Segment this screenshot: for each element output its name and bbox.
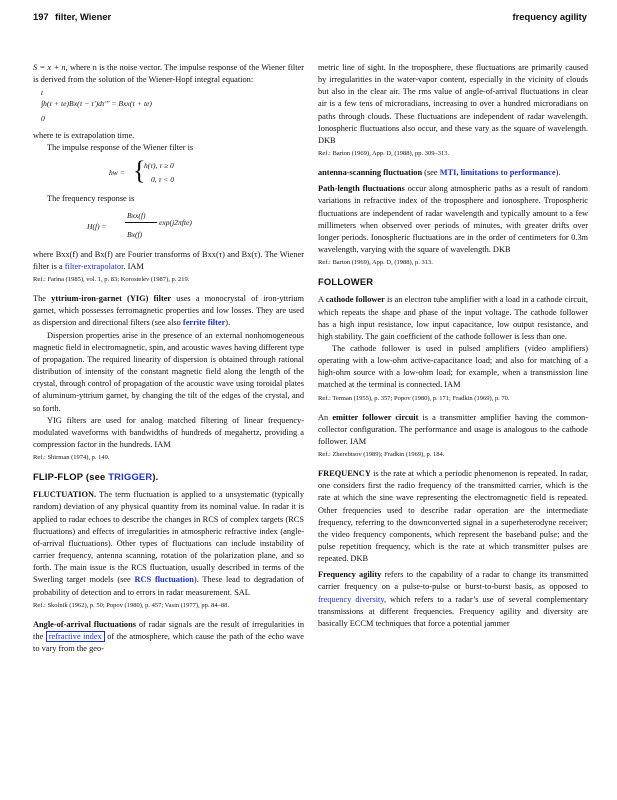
antenna-scanning-paragraph [318, 167, 588, 179]
frequency-paragraph [318, 468, 588, 565]
cf-text: is an electron tube amplifier with a load in a cathode circuit, which repeats the shape and phase of the input voltage. The cathode follower has a high input resistance, low input capacitance, low output resistance, and high stability. The gain coefficient of the cathode follower is less than one. [318, 295, 588, 341]
reference-yig: Ref.: Shirman (1974), p. 149. [33, 454, 110, 462]
left-column [33, 62, 304, 655]
integral-expression: ∫h(τ + te)Bx(τ − τ′)dτ′″ = Bxx(τ + te) [41, 99, 152, 109]
impulse-response-equation [33, 155, 304, 193]
plf-text: occur along atmospheric paths as a result of random variations in refractive index of the troposphere and ionosphere. Tropospheric fluctuations are independent of radar wavelength and typically amount to a few millimeters when observed over periods of minutes, with greater drifts over longer periods. Ionospheric fluctuations are in the order of centimeters for 0.3m wavelength, varying with the square of wavelength. DKB [318, 184, 588, 255]
integral-lower-limit: 0 [41, 114, 45, 124]
link-ferrite-filter[interactable]: ferrite filter [182, 318, 226, 328]
hw-case-2: 0, τ < 0 [151, 174, 175, 184]
aoa-continued: metric line of sight. In the troposphere, these fluctuations are primarily caused by irregularities in the water-vapor content, especially in the vicinity of clouds but also in the clear air. The rms value of angle-of-arrival fluctuations in clear air is a few tens of microradians, increasing to over a hundred microradians on paths through clouds. These fluctuations are independent of radar wavelength. Ionospheric fluctuations also occur, and these vary as the square of wavelength. DKB [318, 63, 588, 145]
emitter-follower-paragraph [318, 412, 588, 448]
cathode-follower-paragraph-2: The cathode follower is used in pulsed amplifiers (video amplifiers) operating with a low-ohm active-capacitance load; and also for matching of a high-ohm source with a low-ohm load; for example, when a transmission line matched at the terminal is connected. IAM [318, 343, 588, 390]
term-frequency: FREQUENCY [318, 469, 371, 479]
asf-pre: (see [422, 168, 440, 178]
case-brace: { [133, 155, 146, 185]
yig-pre: The [33, 294, 52, 304]
running-head-right: frequency agility [512, 11, 587, 22]
hw-case-1: h(τ), τ ≥ 0 [144, 160, 174, 170]
link-mti-limitations[interactable]: MTI, limitations to performance [439, 168, 556, 178]
link-refractive-index[interactable]: refractive index [46, 631, 105, 642]
fourier-paragraph [33, 249, 304, 273]
reference-wiener: Ref.: Farina (1985), vol. 1, p. 83; Korostelev (1987), p. 219. [33, 276, 190, 284]
flip-flop-heading [33, 471, 304, 483]
yig-paragraph-3: YIG filters are used for analog matched filtering of linear frequency-modulated waveforms with bandwidths of hundreds of megahertz, providing a compression factor in the hundreds. IAM [33, 415, 304, 449]
hf-denominator: Bx(f) [127, 229, 143, 239]
hf-numerator: Bxx(f) [127, 210, 146, 220]
follower-heading: FOLLOWER [318, 276, 374, 288]
aoa-paragraph [33, 619, 304, 655]
cf-pre: A [318, 295, 326, 305]
hw-lhs: hw = [109, 167, 125, 177]
right-column [318, 62, 588, 630]
fa-text: refers to the capability of a radar to change its transmitted carrier frequency on a pulse-to-pulse or burst-to-burst basis, as opposed to [318, 570, 589, 592]
frequency-text: is the rate at which a periodic phenomenon is repeated. In radar, one considers first the radio frequency of the transmitted carrier, which is the rate at which the sine wave representing the electromagnetic field is repeated. Other frequencies used to describe radar operation are the intermediate frequency, referring to the downconverted signal in a superheterodyne receiver; the video frequency components, which represent the baseband pulse; and the pulse repetition frequency, which is the rate at which transmitter pulses are repeated. DKB [318, 469, 588, 564]
asf-post: ). [555, 168, 561, 178]
reference-aoa: Ref.: Barton (1969), App. D, (1988), pp. 309–313. [318, 150, 450, 158]
ef-pre: An [318, 412, 333, 422]
path-length-paragraph [318, 183, 588, 256]
impulse-response-text: The impulse response of the Wiener filter is [47, 143, 194, 153]
cathode-follower-paragraph [318, 294, 588, 343]
term-fluctuation: FLUCTUATION. [33, 490, 97, 500]
integral-upper-limit: t [41, 88, 44, 98]
fluctuation-paragraph [33, 489, 304, 598]
reference-path-length: Ref.: Barton (1969), App. D, (1988), p. 313. [318, 259, 433, 267]
link-trigger[interactable]: TRIGGER [108, 471, 153, 483]
fa-end: , which refers to a radar’s use of several complementary transmissions at different frequencies. Frequency agility and diversity are basically ECCM techniques that force a potential jammer [318, 594, 588, 628]
term-antenna-scanning: antenna-scanning fluctuation [318, 168, 423, 178]
reference-cathode-follower: Ref.: Terman (1955), p. 357; Popov (1980), p. 171; Fradkin (1969), p. 70. [318, 394, 510, 402]
where-te: where te is extrapolation time. [33, 131, 135, 141]
aoa-text: of radar signals are the result of irregularities in the [33, 619, 304, 641]
flipflop-post: ). [152, 471, 159, 483]
hf-lhs: H(f) = [87, 221, 107, 231]
wiener-intro [33, 62, 304, 86]
page-number: 197 [33, 11, 49, 22]
reference-fluctuation: Ref.: Skolnik (1962), p. 50; Popov (1980), p. 457; Vasin (1977), pp. 84–88. [33, 601, 229, 609]
reference-emitter-follower: Ref.: Zherebtsov (1989); Fradkin (1969), p. 184. [318, 451, 445, 459]
term-angle-of-arrival: Angle-of-arrival fluctuations [33, 619, 136, 629]
term-emitter-follower: emitter follower circuit [332, 412, 419, 422]
ef-text: is a transmitter amplifier having the common-collector configuration. The performance and usage is analogous to the cathode follower. IAM [318, 412, 588, 446]
yig-paragraph [33, 293, 304, 329]
wiener-intro-text: , where n is the noise vector. The impulse response of the Wiener filter is derived from the solution of the Wiener-Hopf integral equation: [33, 63, 305, 85]
fourier-text: where Bxx(f) and Bx(f) are Fourier transforms of Bxx(τ) and Bx(τ). The Wiener filter is a [33, 249, 304, 271]
term-cathode-follower: cathode follower [325, 295, 385, 305]
yig-text: uses a monocrystal of iron-yttrium garnet, which possesses ferromagnetic properties and low losses. They are used as dispersion and directional filters (see also [33, 294, 304, 328]
yig-end: ). [225, 318, 231, 328]
link-rcs-fluctuation[interactable]: RCS fluctuation [134, 575, 194, 585]
wiener-hopf-equation [33, 86, 304, 130]
frequency-response-equation [33, 205, 304, 249]
fraction-bar [125, 222, 157, 223]
flipflop-pre: FLIP-FLOP (see [33, 471, 109, 483]
hf-exponential: exp(j2πfte) [159, 217, 192, 227]
fluctuation-end: ). These lead to degradation of probability of detection and to errors in radar measurement. SAL [33, 575, 304, 597]
term-yig-filter: yttrium-iron-garnet (YIG) filter [51, 294, 172, 304]
term-frequency-agility: Frequency agility [318, 570, 382, 580]
aoa-end: of the atmosphere, which cause the path of the echo wave to vary from the geo- [33, 631, 304, 653]
frequency-agility-paragraph [318, 569, 588, 630]
link-filter-extrapolator[interactable]: filter-extrapolator [64, 261, 124, 271]
term-path-length: Path-length fluctuations [318, 184, 405, 194]
link-frequency-diversity[interactable]: frequency diversity [318, 594, 384, 604]
yig-paragraph-2: Dispersion properties arise in the presence of an external nonhomogeneous magnetic field in electromagnetic, spin, and acoustic waves having different type of propagation. The required linearity of dispersion is obtained through rational distribution of intensity of the constant magnetic field along the length of the crystal, through control of propagation of the acoustic wave using toroidal plates of aluminum-yttrium garnet, by changing the tilt of the edges of the crystal, and so forth. [33, 330, 304, 413]
frequency-response-text: The frequency response is [47, 193, 135, 203]
running-head-left: filter, Wiener [55, 11, 112, 22]
fluctuation-text: The term fluctuation is applied to a unsystematic (typically random) deviation of any physical quantity from its nominal value. In radar it is applied to radar echoes to describe the changes in RCS of complex targets (RCS fluctuations) and effects of irregularities in atmospheric refractive index (angle-of-arrival fluctuations). Other types of fluctuations can include instability of carrier frequency, antenna scanning, rotation of the polarization plane, and so forth. The main issue is the RCS fluctuation, usually described in terms of the Swerling target models (see [33, 490, 304, 585]
eq-s-lhs: S = x + n [33, 63, 66, 72]
fourier-end: . IAM [123, 261, 144, 271]
